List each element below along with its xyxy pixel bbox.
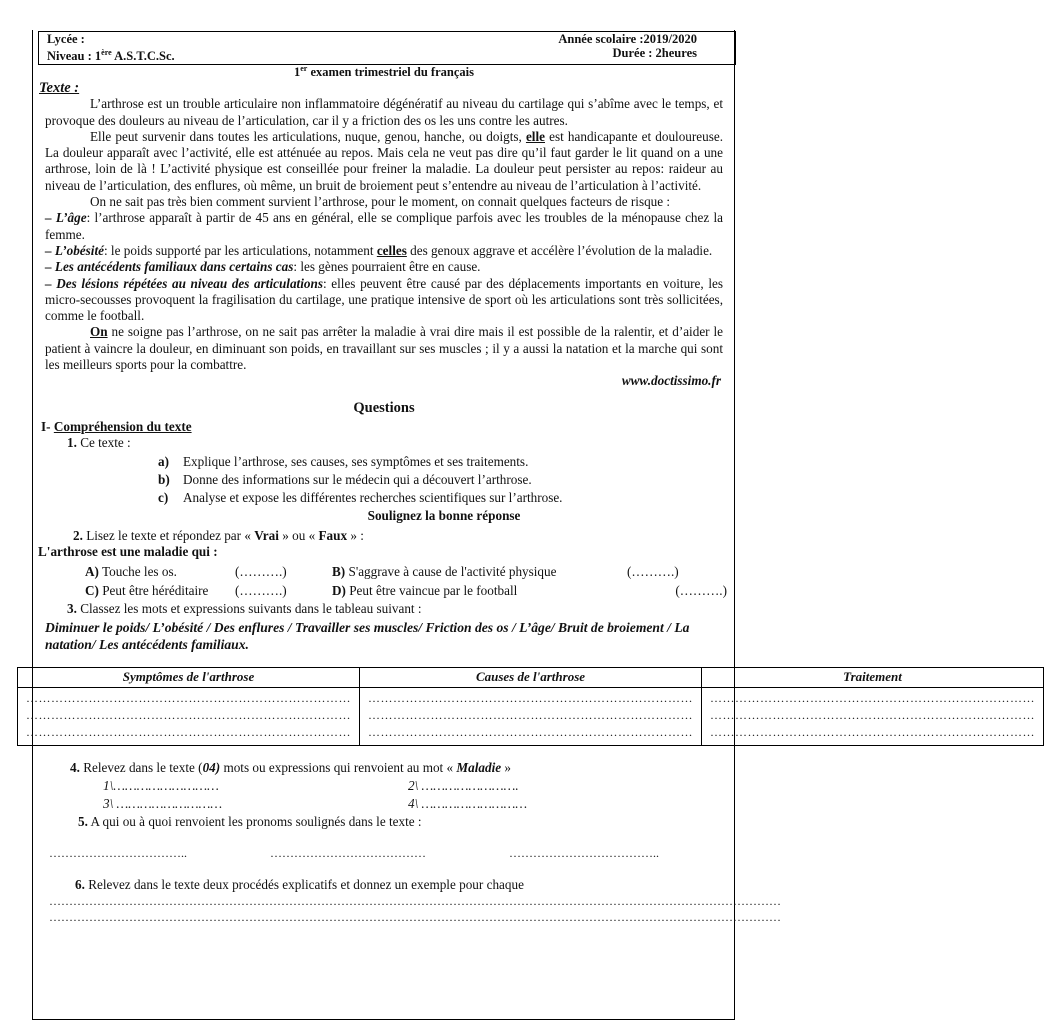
q4-blank-4[interactable]: 4\ ………………………	[408, 796, 528, 812]
q6-answer-line-2[interactable]: …………………………………………………………………………………………………………………………………………………………………	[49, 910, 781, 925]
col-treatment: Traitement	[702, 668, 1044, 687]
exam-title: 1er examen trimestriel du français	[294, 64, 474, 80]
q2-items	[85, 564, 727, 599]
lycee-label: Lycée :	[47, 32, 85, 46]
factor-age: – L’âge: l’arthrose apparaît à partir de 45 ans en général, elle se complique parfois avec les troubles de la ménopause chez la femme.	[45, 210, 723, 242]
classification-table	[17, 667, 1044, 745]
paragraph-3: On ne sait pas très bien comment survient l’arthrose, pour le moment, on connait quelques facteurs de risque :	[90, 194, 671, 210]
q2-item-c: C) Peut être héréditaire	[85, 582, 209, 598]
text-title: Texte :	[39, 80, 80, 96]
q2-blank-b[interactable]: (……….)	[627, 564, 679, 580]
q1-options	[158, 454, 723, 507]
factor-obesity: – L’obésité: le poids supporté par les articulations, notamment celles des genoux aggrave et accélère l’évolution de la maladie.	[45, 242, 713, 258]
q2-stem: L'arthrose est une maladie qui :	[38, 544, 218, 560]
q2-blank-a[interactable]: (……….)	[235, 564, 287, 580]
main-content	[26, 80, 1035, 925]
q4-blank-2[interactable]: 2\ …………………….	[408, 777, 519, 793]
q1-instruction: Soulignez la bonne réponse	[367, 508, 521, 524]
q1-option-b[interactable]: b) Donne des informations sur le médecin qui a découvert l’arthrose.	[158, 471, 532, 487]
q1-option-c[interactable]: c) Analyse et expose les différentes recherches scientifiques sur l’arthrose.	[158, 490, 563, 506]
factor-family: – Les antécédents familiaux dans certains cas: les gènes pourraient être en cause.	[45, 259, 481, 275]
duration: Durée : 2heures	[612, 46, 697, 60]
q2-blank-d[interactable]: (……….)	[675, 582, 727, 598]
source-link: www.doctissimo.fr	[621, 373, 721, 389]
q2-item-a: A) Touche les os.	[85, 564, 177, 580]
paragraph-1: L’arthrose est un trouble articulaire non inflammatoire dégénératif au niveau du cartilage qui s’abîme avec le temps, et provoque des douleurs au niveau de l’articulation, car il y a friction des os les uns contre les autres.	[45, 96, 723, 128]
q5-blank-3[interactable]: ………………………………..	[509, 845, 659, 860]
factor-lesions: – Des lésions répétées au niveau des articulations: elles peuvent être causé par des déplacements importants en voiture, les micro-secousses provoquent la fragilisation du cartilage, une pratique intensive de sport où les articulations sont très sollicitées, comme le football.	[45, 275, 723, 324]
q2-item-b: B) S'aggrave à cause de l'activité physique	[332, 564, 557, 580]
q5-blank-2[interactable]: …………………………………	[270, 845, 426, 860]
underlined-on: On	[90, 324, 108, 340]
q3-word-list: Diminuer le poids/ L’obésité / Des enflures / Travailler ses muscles/ Friction des os / L’âge/ Bruit de broiement / La natation/ Les antécédents familiaux.	[45, 620, 690, 653]
col-causes: Causes de l'arthrose	[360, 668, 702, 687]
level-label: Niveau : 1ère A.S.T.C.Sc.	[47, 48, 175, 64]
cell-causes[interactable]: …………………………………………………………………… …………………………………………………………………… ……………………………………………………………………	[360, 687, 702, 745]
exam-header	[38, 31, 736, 65]
q4-blank-3[interactable]: 3\ ………………………	[103, 796, 223, 812]
q2-blank-c[interactable]: (……….)	[235, 582, 287, 598]
q5-blank-1[interactable]: ……………………………..	[49, 845, 187, 860]
questions-title: Questions	[353, 399, 415, 416]
question-5: 5. A qui ou à quoi renvoient les pronoms soulignés dans le texte :	[78, 814, 422, 830]
q4-blank-1[interactable]: 1\………………………	[103, 777, 219, 793]
q6-answer-line-1[interactable]: …………………………………………………………………………………………………………………………………………………………………	[49, 894, 781, 909]
q1-option-a[interactable]: a) Explique l’arthrose, ses causes, ses symptômes et ses traitements.	[158, 453, 529, 469]
cell-treatment[interactable]: …………………………………………………………………… …………………………………………………………………… ……………………………………………………………………	[702, 687, 1044, 745]
cell-symptoms[interactable]: …………………………………………………………………… …………………………………………………………………… ……………………………………………………………………	[18, 687, 360, 745]
question-2: 2. Lisez le texte et répondez par « Vrai » ou « Faux » :	[73, 527, 364, 543]
question-6: 6. Relevez dans le texte deux procédés explicatifs et donnez un exemple pour chaque	[75, 876, 524, 892]
question-3: 3. Classez les mots et expressions suivants dans le tableau suivant :	[67, 600, 422, 616]
school-year: Année scolaire :2019/2020	[558, 32, 697, 46]
question-1: 1. Ce texte :	[67, 435, 131, 451]
underlined-elle: elle	[525, 128, 545, 144]
underlined-celles: celles	[376, 242, 407, 258]
question-4: 4. Relevez dans le texte (04) mots ou expressions qui renvoient au mot « Maladie » 1\……………………… 2\ ……………………. 3\ ……………………… 4\ ………………………	[70, 760, 723, 813]
paragraph-2: Elle peut survenir dans toutes les articulations, nuque, genou, hanche, ou doigts, elle est handicapante et douloureuse. La douleur apparaît avec l’activité, elle est atténuée au repos. Mais cela ne veut pas dire qu’il faut garder le lit quand on a une arthrose, loin de là ! L’activité physique est conseillée pour freiner la maladie. La douleur peut persister au repos: raideur au niveau de l’articulation, des enflures, où même, un bruit de broiement peut s’entendre au niveau de l’articulation à l’activité.	[45, 128, 724, 193]
q5-answer-lines	[49, 845, 659, 861]
section-1-title: I- Compréhension du texte	[41, 418, 192, 434]
paragraph-4: On ne soigne pas l’arthrose, on ne sait pas arrêter la maladie à vrai dire mais il est possible de la ralentir, et d’aider le patient à vaincre la douleur, en diminuant son poids, en travaillant sur ses muscles ; il y a aussi la natation et la marche qui sont les meilleurs sports pour la combattre.	[45, 324, 723, 373]
col-symptoms: Symptômes de l'arthrose	[18, 668, 360, 687]
q2-item-d: D) Peut être vaincue par le football	[332, 582, 518, 598]
